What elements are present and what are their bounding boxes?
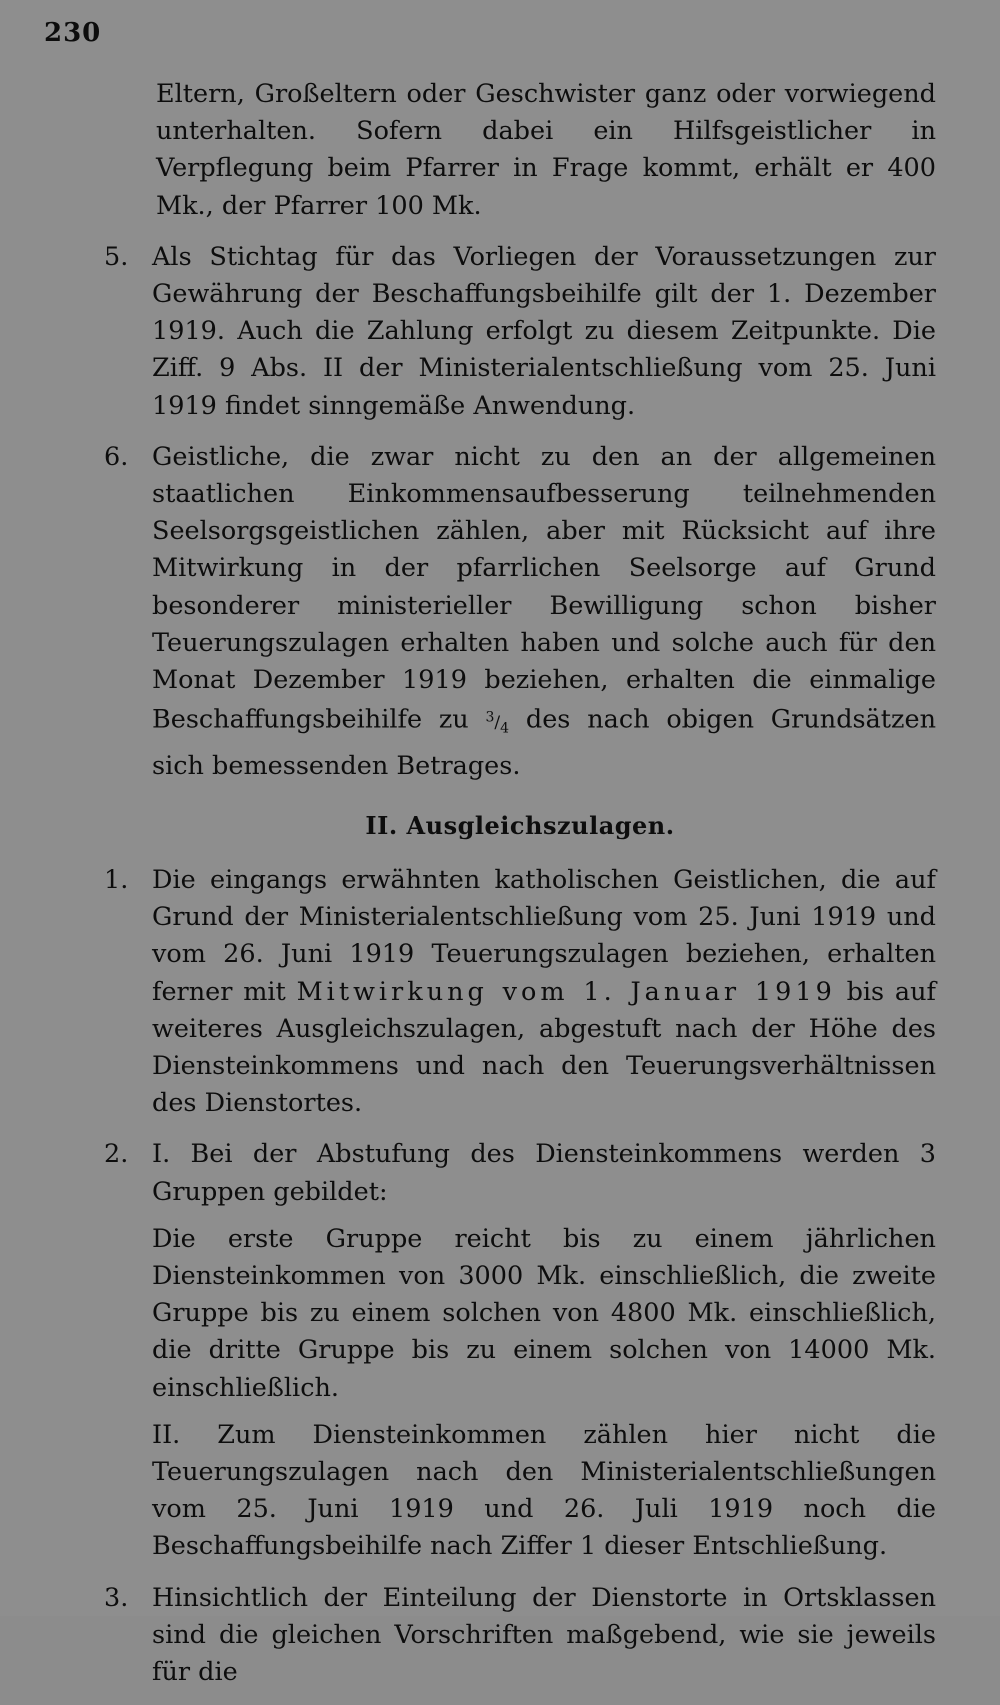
- item-lead: I. Bei der Abstufung des Diensteinkommens werden 3 Gruppen gebildet:: [152, 1139, 936, 1207]
- item-number: 3.: [104, 1582, 129, 1613]
- item-number: 2.: [104, 1139, 129, 1170]
- section2-item-3: [104, 1580, 936, 1692]
- section2-item-1: [104, 862, 936, 1122]
- section-heading: II. Ausgleichszulagen.: [365, 810, 675, 840]
- part-two-paragraph: II. Zum Diensteinkommen zählen hier nicht die Teuerungszulagen nach den Ministerialentschließungen vom 25. Juni 1919 und 26. Juli 1919 noch die Beschaffungsbeihilfe nach Ziffer 1 dieser Entschließung.: [152, 1419, 936, 1562]
- spaced-emphasis: Mitwirkung vom 1. Januar 1919: [296, 976, 836, 1007]
- item-text-before: Geistliche, die zwar nicht zu den an der allgemeinen staatlichen Einkommensaufbesserung teilnehmenden Seelsorgsgeistlichen zählen, aber mit Rücksicht auf ihre Mitwirkung in der pfarrlichen Seelsorge auf Grund besonderer ministerieller Bewilligung schon bisher Teuerungszulagen erhalten haben und solche auch für den Monat Dezember 1919 beziehen, erhalten die einmalige Beschaffungsbeihilfe zu: [152, 441, 936, 735]
- item-body: [152, 1136, 936, 1573]
- item-text-after: des nach obigen Grundsätzen sich bemessenden Betrages.: [152, 704, 937, 781]
- item-text-after: bis auf weiteres Ausgleichszulagen, abgestuft nach der Höhe des Diensteinkommens und nach den Teuerungsverhältnissen des Dienstortes.: [152, 976, 936, 1119]
- item-text: Als Stichtag für das Vorliegen der Voraussetzungen zur Gewährung der Beschaffungsbeihilfe gilt der 1. Dezember 1919. Auch die Zahlung erfolgt zu diesem Zeitpunkte. Die Ziff. 9 Abs. II der Ministerialentschließung vom 25. Juni 1919 findet sinngemäße Anwendung.: [152, 241, 936, 421]
- groups-paragraph: Die erste Gruppe reicht bis zu einem jährlichen Diensteinkommen von 3000 Mk. einschließlich, die zweite Gruppe bis zu einem solchen von 4800 Mk. einschließlich, die dritte Gruppe bis zu einem solchen von 14000 Mk. einschließlich.: [152, 1223, 936, 1403]
- item-text-before: Die eingangs erwähnten katholischen Geistlichen, die auf Grund der Ministerialentschließung vom 25. Juni 1919 und vom 26. Juni 1919 Teuerungszulagen beziehen, erhalten ferner mit: [152, 864, 936, 1007]
- fraction-denominator: 4: [500, 720, 510, 737]
- section2-item-2: [104, 1136, 936, 1573]
- item-text: Hinsichtlich der Einteilung der Dienstorte in Ortsklassen sind die gleichen Vorschriften maßgebend, wie sie jeweils für die: [152, 1582, 936, 1687]
- intro-paragraph: Eltern, Großeltern oder Geschwister ganz oder vorwiegend unterhalten. Sofern dabei ein Hilfsgeistlicher in Verpflegung beim Pfarrer in Frage kommt, erhält er 400 Mk., der Pfarrer 100 Mk.: [156, 79, 936, 221]
- page-content: [104, 76, 936, 1705]
- list-item-5: [104, 239, 936, 425]
- fraction-numerator: 3: [485, 709, 495, 726]
- page-number: 230: [44, 18, 102, 48]
- list-item-6: [104, 439, 936, 785]
- item-text: [152, 862, 936, 1122]
- item-number: 1.: [104, 864, 129, 895]
- item-number: 5.: [104, 241, 129, 272]
- fraction: $^3/_4$: [485, 709, 510, 737]
- item-number: 6.: [104, 441, 129, 472]
- item-text: [152, 439, 936, 785]
